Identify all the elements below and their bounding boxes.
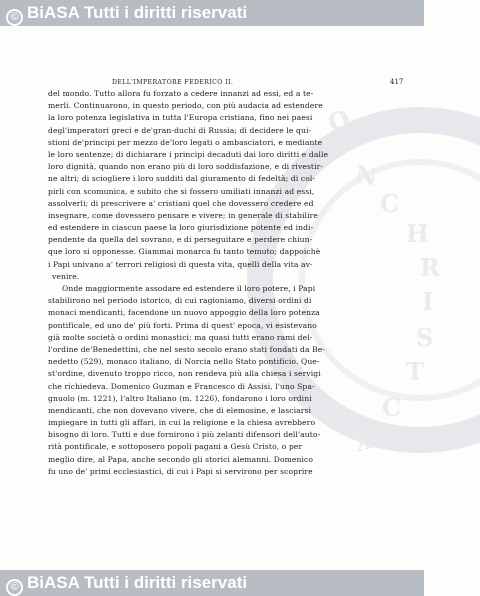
- text-line: l'ordine de'Benedettini, che nel sesto secolo erano stati fondati da Be-: [48, 344, 326, 354]
- text-line: pirli con scomunica, e subito che si fossero umiliati innanzi ad essi,: [48, 186, 315, 196]
- text-line: già molte società o ordini monastici; ma quasi tutti erano rami del-: [48, 332, 313, 342]
- text-line: mendicanti, che non dovevano vivere, che di elemosine, e lasciarsi: [48, 405, 312, 415]
- text-line: fu uno de' primi ecclesiastici, di cui i Papi si servirono per scoprire: [48, 466, 313, 476]
- text-line: pontificale, ed uno de' più forti. Prima di quest' epoca, vi esistevano: [48, 320, 317, 330]
- text-line: rità pontificale, e sottoposero popoli pagani a Gesù Cristo, o per: [48, 442, 303, 452]
- text-line: stabilirono nel periodo istorico, di cui ragioniamo, diversi ordini di: [48, 296, 312, 306]
- text-line: pendente da quella del sovrano, e di perseguitare e perdere chiun-: [48, 235, 313, 245]
- text-line: i Papi univano a' terrori religiosi di questa vita, quelli della vita av-: [48, 259, 313, 269]
- text-line: stioni de'principi per mezzo de'loro legati o ambasciatori, e mediante: [48, 137, 323, 147]
- text-line: bisogno di loro. Tutti e due fornirono i più zelanti difensori dell'auto-: [48, 430, 321, 440]
- text-line: monaci mendicanti, facendone un nuovo appoggio della loro potenza: [48, 308, 320, 318]
- svg-text:T: T: [406, 357, 424, 386]
- svg-text:R: R: [420, 253, 440, 282]
- text-line: loro dignità, quando non erano più di loro soddisfazione, e di rivestir-: [48, 162, 324, 172]
- svg-text:C: C: [382, 393, 402, 422]
- svg-text:H: H: [406, 219, 429, 248]
- page-number: 417: [390, 78, 404, 86]
- copyright-icon: ©: [6, 9, 23, 26]
- running-header: DELL'IMPERATORE FEDERICO II.: [112, 79, 234, 86]
- text-line: st'ordine, divenuto troppo ricco, non rendeva più alla chiesa i servigi: [48, 369, 321, 379]
- svg-text:O: O: [324, 103, 354, 138]
- text-line: Onde maggiormente assodare ed estendere il loro potere, i Papi: [62, 284, 316, 293]
- text-line: nedetto (529), monaco italiano, di Norcia nello Stato pontificio. Que-: [48, 357, 320, 367]
- text-line: che richiedeva. Domenico Guzman e Francesco di Assisi, l'uno Spa-: [48, 381, 315, 391]
- text-line: que loro si opponesse. Giammai monarca fu tanto temuto; dappoichè: [48, 247, 321, 257]
- svg-text:I: I: [422, 287, 434, 316]
- watermark-banner-top: [0, 0, 424, 26]
- watermark-banner-bottom: [0, 570, 424, 596]
- text-line: del mondo. Tutto allora fu forzato a cedere innanzi ad essi, ed a te-: [48, 89, 314, 98]
- body-text: [48, 88, 398, 478]
- watermark-text-top: BiASA Tutti i diritti riservati: [27, 3, 248, 22]
- copyright-icon: ©: [6, 579, 23, 596]
- text-line: gnuolo (m. 1221), l'altro Italiano (m. 1226), fondarono i loro ordini: [48, 393, 312, 403]
- svg-text:X: X: [350, 424, 376, 458]
- text-line: impiegare in tutti gli affari, in cui la religione e la chiesa avrebbero: [48, 418, 316, 428]
- text-line: venire.: [52, 271, 80, 281]
- text-line: le loro sentenze; di dichiarare i principi decaduti dai loro diritti e dalle: [48, 149, 329, 159]
- text-line: insegnare, come dovessero pensare e vivere; in generale di stabilire: [48, 210, 318, 220]
- text-line: assolverli; di prescrivere a' cristiani quel che dovessero credere ed: [48, 198, 314, 208]
- svg-text:C: C: [380, 189, 400, 218]
- text-line: meglio dire, al Papa, anche secondo gli storici alemanni. Domenico: [48, 454, 314, 464]
- text-line: la loro potenza legislativa in tutta l'Europa cristiana, fino nei paesi: [48, 113, 313, 123]
- text-line: degl'imperatori greci e de'gran-duchi di Russia; di decidere le qui-: [48, 125, 312, 135]
- watermark-text-bottom: BiASA Tutti i diritti riservati: [27, 573, 248, 592]
- text-line: ed estendere in ciascun paese la loro giurisdizione potente ed indi-: [48, 223, 314, 233]
- text-line: merli. Continuarono, in questo periodo, con più audacia ad estendere: [48, 101, 323, 111]
- text-line: ne altri; di sciogliere i loro sudditi dal giuramento di fedeltà; di col-: [48, 174, 316, 184]
- svg-text:S: S: [416, 323, 434, 352]
- svg-text:N: N: [352, 159, 380, 192]
